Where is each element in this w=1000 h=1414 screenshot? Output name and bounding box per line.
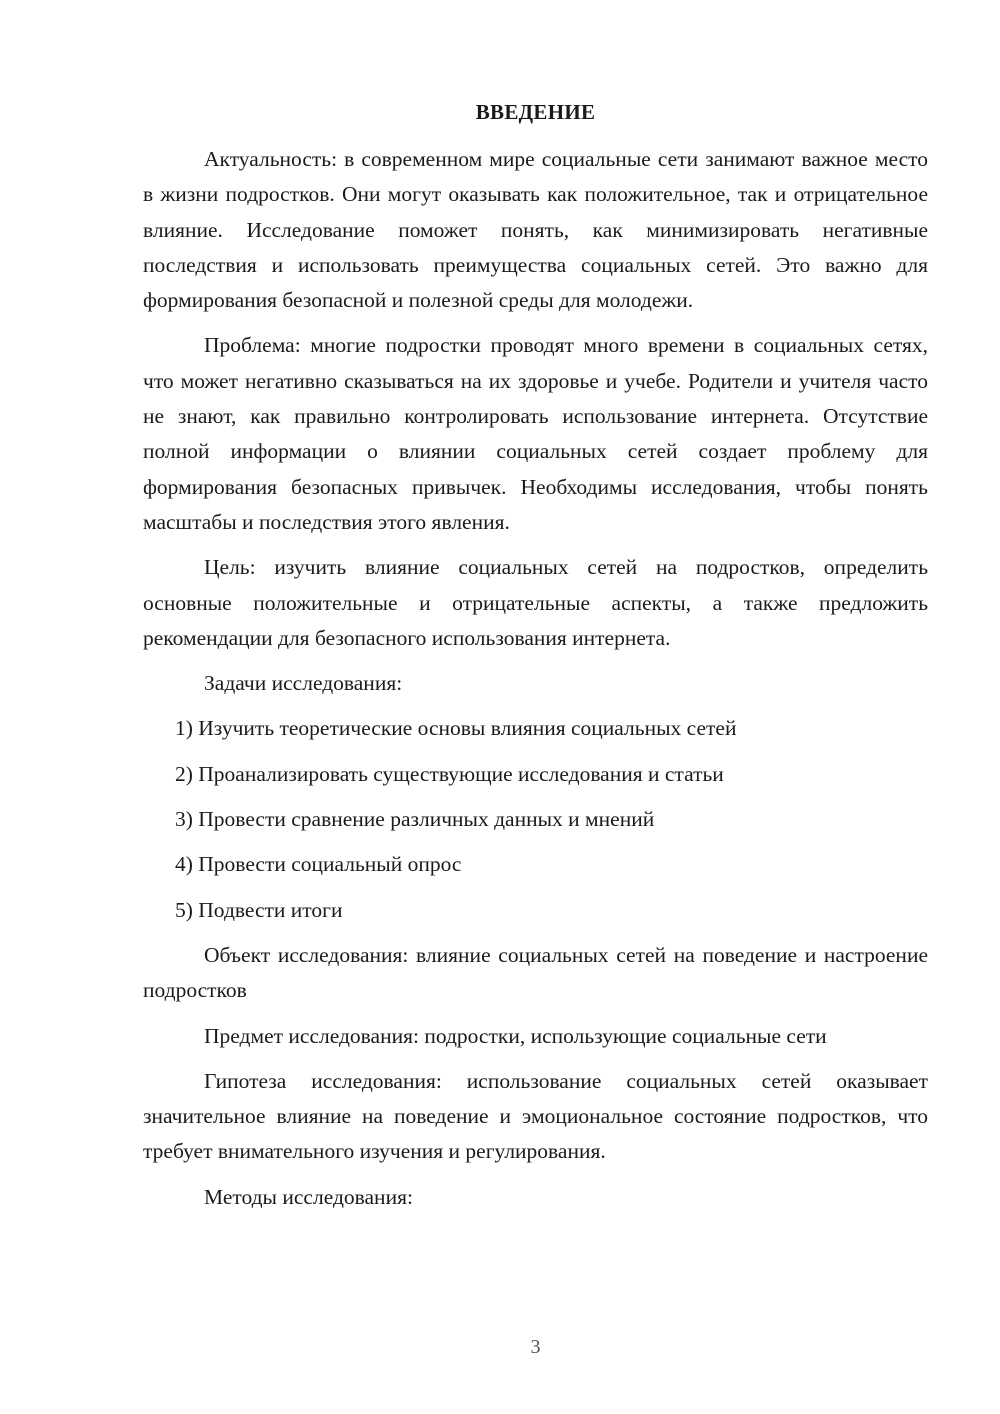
- paragraph-object: Объект исследования: влияние социальных сетей на поведение и настроение подростков: [143, 942, 928, 1003]
- paragraph-subject: Предмет исследования: подростки, использующие социальные сети: [204, 1023, 827, 1048]
- page-number: 3: [530, 1336, 541, 1358]
- list-item: 1) Изучить теоретические основы влияния социальных сетей: [175, 716, 737, 741]
- list-item: 2) Проанализировать существующие исследования и статьи: [175, 761, 724, 786]
- methods-heading: Методы исследования:: [204, 1184, 413, 1209]
- section-title: ВВЕДЕНИЕ: [475, 100, 596, 124]
- paragraph-problem: Проблема: многие подростки проводят много времени в социальных сетях, что может негативно сказываться на их здоровье и учебе. Родители и учителя часто не знают, как правильно контролировать использование интернета. Отсутствие полной информации о влиянии социальных сетей создает проблему для формирования безопасных привычек. Необходимы исследования, чтобы понять масштабы и последствия этого явления.: [143, 333, 928, 534]
- document-body: [143, 142, 928, 1225]
- tasks-list: [143, 711, 928, 927]
- list-item: 4) Провести социальный опрос: [175, 852, 462, 877]
- paragraph-hypothesis: Гипотеза исследования: использование социальных сетей оказывает значительное влияние на поведение и эмоциональное состояние подростков, что требует внимательного изучения и регулирования.: [143, 1068, 928, 1164]
- paragraph-relevance: Актуальность: в современном мире социальные сети занимают важное место в жизни подростков. Они могут оказывать как положительное, так и отрицательное влияние. Исследование поможет понять, как минимизировать негативные последствия и использовать преимущества социальных сетей. Это важно для формирования безопасной и полезной среды для молодежи.: [143, 147, 928, 313]
- list-item: 5) Подвести итоги: [175, 897, 343, 922]
- paragraph-goal: Цель: изучить влияние социальных сетей на подростков, определить основные положительные и отрицательные аспекты, а также предложить рекомендации для безопасного использования интернета.: [143, 555, 928, 650]
- list-item: 3) Провести сравнение различных данных и мнений: [175, 807, 655, 832]
- document-page: [143, 0, 928, 1414]
- tasks-heading: Задачи исследования:: [204, 671, 403, 696]
